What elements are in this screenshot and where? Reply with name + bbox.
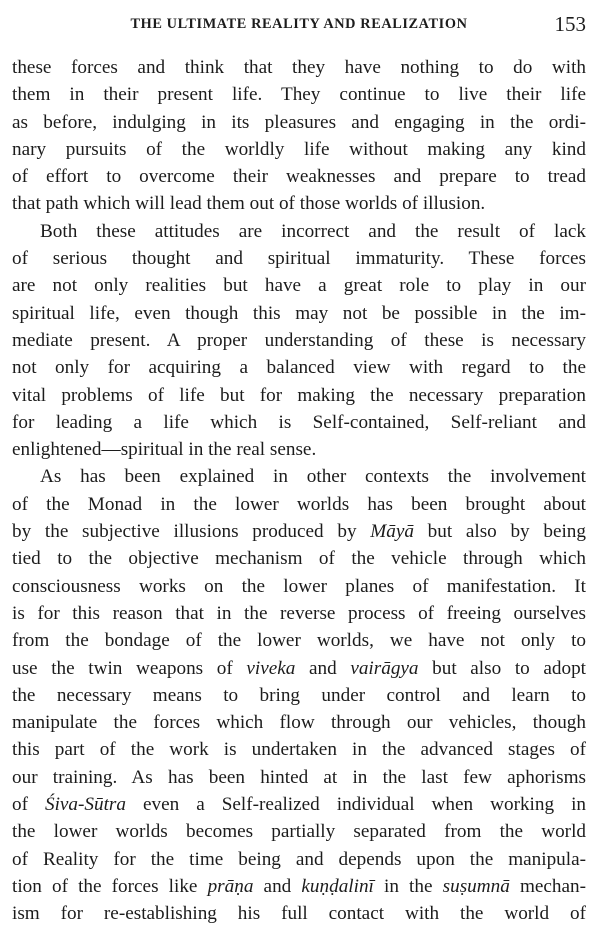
text-line-italic-terms: by the subjective illusions produced by Māyā but also by being (12, 521, 586, 543)
text-line: nary pursuits of the worldly life without making any kind (12, 138, 586, 160)
text-line: for leading a life which is Self-contained, Self-reliant and (12, 411, 586, 433)
text-line: as before, indulging in its pleasures and engaging in the ordi- (12, 111, 586, 133)
text-line-italic-terms: use the twin weapons of viveka and vairāgya but also to adopt (12, 657, 586, 679)
text-line: these forces and think that they have nothing to do with (12, 57, 586, 78)
italic-term: Śiva-Sūtra (44, 794, 126, 816)
text-line: manipulate the forces which flow through our vehicles, though (12, 712, 586, 734)
text-line: spiritual life, even though this may not be possible in the im- (12, 302, 586, 324)
text-line: the lower worlds becomes partially separated from the world (12, 821, 586, 843)
text-line: the necessary means to bring under control and learn to (12, 684, 586, 706)
text-line: of Reality for the time being and depends upon the manipula- (12, 848, 586, 870)
text-line-italic-terms: of Śiva-Sūtra even a Self-realized individual when working in (12, 794, 586, 816)
text-line: this part of the work is undertaken in the advanced stages of (12, 739, 586, 761)
text-line: tied to the objective mechanism of the vehicle through which (12, 548, 586, 570)
italic-term: viveka (246, 657, 296, 679)
text-line: ism for re-establishing his full contact with the world of (12, 903, 586, 925)
italic-term: Māyā (370, 521, 414, 543)
text-line: of serious thought and spiritual immaturity. These forces (12, 248, 586, 270)
text-line: consciousness works on the lower planes of manifestation. It (12, 575, 586, 597)
paragraph-first-line: As has been explained in other contexts the involvement (40, 466, 586, 488)
body-text (12, 54, 586, 928)
paragraph-first-line: Both these attitudes are incorrect and the result of lack (40, 220, 586, 242)
running-head (12, 13, 586, 41)
text-line: is for this reason that in the reverse process of freeing ourselves (12, 602, 586, 624)
text-line: enlightened—spiritual in the real sense. (12, 439, 317, 461)
text-line: of effort to overcome their weaknesses and prepare to tread (12, 166, 586, 188)
text-line: from the bondage of the lower worlds, we have not only to (12, 630, 586, 652)
text-line: are not only realities but have a great role to play in our (12, 275, 586, 297)
text-line: them in their present life. They continue to live their life (12, 84, 586, 106)
text-line: not only for acquiring a balanced view with regard to the (12, 357, 586, 379)
italic-term: prāṇa (207, 875, 254, 897)
running-title: THE ULTIMATE REALITY AND REALIZATION (130, 16, 468, 32)
text-line: that path which will lead them out of those worlds of illusion. (12, 193, 486, 215)
text-line: mediate present. A proper understanding of these is necessary (12, 329, 586, 351)
page-number: 153 (554, 12, 586, 36)
italic-term: vairāgya (350, 657, 419, 679)
text-line: of the Monad in the lower worlds has been brought about (12, 493, 586, 515)
italic-term: kuṇḍalinī (301, 875, 374, 897)
text-line-italic-terms: tion of the forces like prāṇa and kuṇḍalinī in the suṣumnā mechan- (12, 875, 586, 897)
text-line: our training. As has been hinted at in the last few aphorisms (12, 766, 586, 788)
italic-term: suṣumnā (442, 875, 510, 897)
text-line: vital problems of life but for making the necessary preparation (12, 384, 586, 406)
